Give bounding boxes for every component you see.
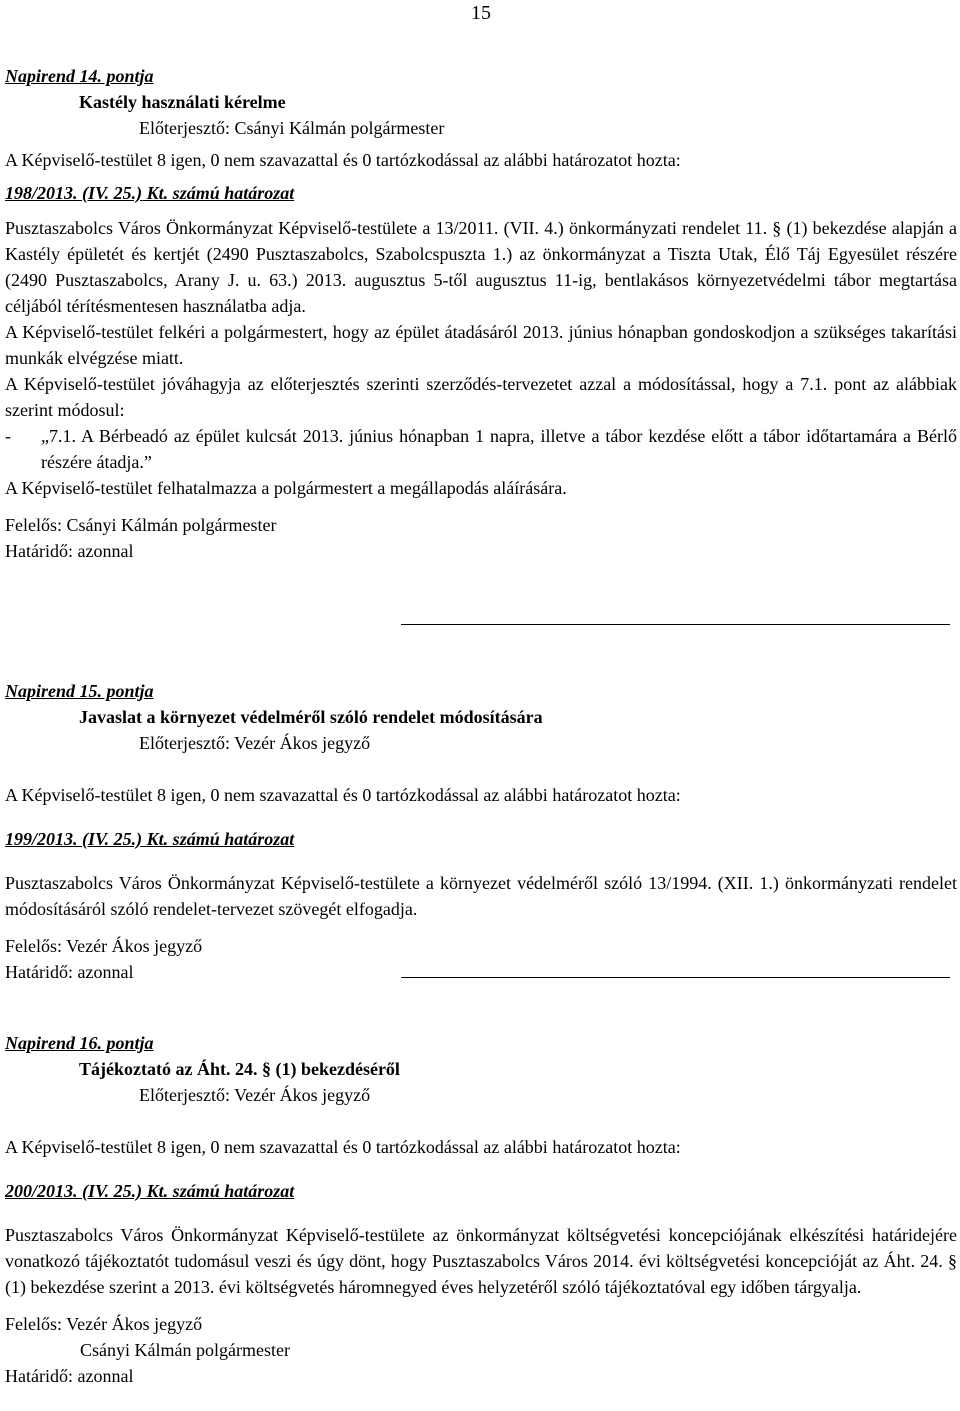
deadline: Határidő: azonnal [5,1366,134,1386]
resolution-body: A Képviselő-testület felkéri a polgármestert, hogy az épület átadásáról 2013. június hónapban gondoskodjon a szükséges takarítási munkák elvégzése miatt. [5,322,957,368]
responsible: Felelős: Vezér Ákos jegyző [5,936,203,956]
vote-statement: A Képviselő-testület 8 igen, 0 nem szavazattal és 0 tartózkodással az alábbi határozatot hozta: [5,150,681,170]
agenda-item-14 [5,63,957,564]
page-number: 15 [471,2,491,24]
resolution-body: Pusztaszabolcs Város Önkormányzat Képviselő-testülete a környezet védelméről szóló 13/1994. (XII. 1.) önkormányzati rendelet módosításáról szóló rendelet-tervezet szövegét elfogadja. [5,873,957,919]
resolution-number: 200/2013. (IV. 25.) Kt. számú határozat [5,1181,295,1201]
item-title: Javaslat a környezet védelméről szóló rendelet módosítására [79,707,543,727]
responsible: Felelős: Vezér Ákos jegyző [5,1314,203,1334]
agenda-item-15 [5,678,957,985]
resolution-body: A Képviselő-testület jóváhagyja az előterjesztés szerinti szerződés-tervezetet azzal a módosítással, hogy a 7.1. pont az alábbiak szerint módosul: [5,374,957,420]
presenter: Előterjesztő: Vezér Ákos jegyző [139,1085,371,1105]
item-title: Kastély használati kérelme [79,92,286,112]
separator-line [401,624,950,625]
resolution-number: 198/2013. (IV. 25.) Kt. számú határozat [5,183,295,203]
responsible-secondary: Csányi Kálmán polgármester [80,1340,290,1360]
resolution-number: 199/2013. (IV. 25.) Kt. számú határozat [5,829,295,849]
deadline: Határidő: azonnal [5,541,134,561]
resolution-body: A Képviselő-testület felhatalmazza a polgármestert a megállapodás aláírására. [5,478,567,498]
bullet-text: „7.1. A Bérbeadó az épület kulcsát 2013. június hónapban 1 napra, illetve a tábor kezdése előtt a tábor időtartamára a Bérlő részére átadja.” [41,426,957,472]
agenda-heading: Napirend 15. pontja [5,681,154,701]
vote-statement: A Képviselő-testület 8 igen, 0 nem szavazattal és 0 tartózkodással az alábbi határozatot hozta: [5,1137,681,1157]
bullet-dash: - [5,426,11,446]
agenda-item-16 [5,1030,957,1389]
agenda-heading: Napirend 16. pontja [5,1033,154,1053]
bullet-item [5,423,957,475]
vote-statement: A Képviselő-testület 8 igen, 0 nem szavazattal és 0 tartózkodással az alábbi határozatot hozta: [5,785,681,805]
presenter: Előterjesztő: Vezér Ákos jegyző [139,733,371,753]
resolution-body: Pusztaszabolcs Város Önkormányzat Képviselő-testülete az önkormányzat költségvetési koncepciójának elkészítési határidejére vonatkozó tájékoztatót tudomásul veszi és úgy dönt, hogy Pusztaszabolcs Város 2014. évi költségvetési koncepcióját az Áht. 24. § (1) bekezdése szerint a 2013. évi költségvetés háromnegyed éves helyzetéről szóló tájékoztatóval egy időben tárgyalja. [5,1225,957,1297]
deadline: Határidő: azonnal [5,962,134,982]
item-title: Tájékoztató az Áht. 24. § (1) bekezdéséről [79,1059,400,1079]
presenter: Előterjesztő: Csányi Kálmán polgármester [139,118,445,138]
resolution-body: Pusztaszabolcs Város Önkormányzat Képviselő-testülete a 13/2011. (VII. 4.) önkormányzati rendelet 11. § (1) bekezdése alapján a Kastély épületét és kertjét (2490 Pusztaszabolcs, Szabolcspuszta 1.) az önkormányzat a Tiszta Utak, Élő Táj Egyesület részére (2490 Pusztaszabolcs, Arany J. u. 63.) 2013. augusztus 5-től augusztus 11-ig, bentlakásos környezetvédelmi tábor megtartása céljából térítésmentesen használatba adja. [5,218,957,316]
responsible: Felelős: Csányi Kálmán polgármester [5,515,277,535]
separator-line [401,977,950,978]
agenda-heading: Napirend 14. pontja [5,66,154,86]
